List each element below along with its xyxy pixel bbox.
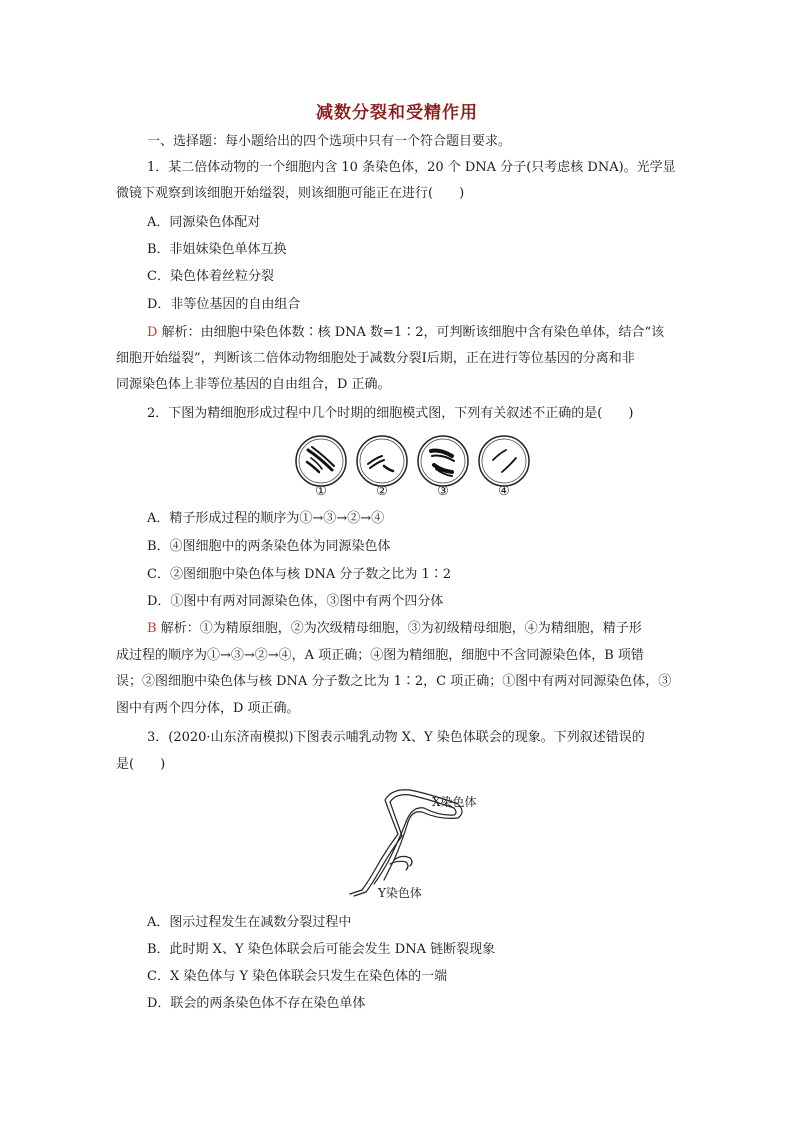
cell-2-diagram	[357, 436, 407, 486]
q1-option-b: B．非姐妹染色单体互换	[147, 242, 287, 257]
figure-label-2: ②	[376, 484, 388, 499]
q2-option-a: A．精子形成过程的顺序为①→③→②→④	[147, 511, 385, 526]
figure-label-1: ①	[315, 484, 327, 499]
q2-option-b: B．④图细胞中的两条染色体为同源染色体	[147, 539, 391, 554]
q2-option-c: C．②图细胞中染色体与核 DNA 分子数之比为 1∶2	[147, 567, 452, 582]
page-title: 减数分裂和受精作用	[316, 103, 478, 123]
q3-option-b: B．此时期 X、Y 染色体联会后可能会发生 DNA 链断裂现象	[147, 942, 496, 957]
q2-analysis-line2: 成过程的顺序为①→③→②→④，A 项正确；④图为精细胞，细胞中不含同源染色体，B 项错	[116, 648, 644, 663]
figure-label-3: ③	[437, 484, 449, 499]
figure-label-4: ④	[498, 484, 510, 499]
q1-stem-line1: 1．某二倍体动物的一个细胞内含 10 条染色体，20 个 DNA 分子(只考虑核 DNA)。光学显	[147, 160, 676, 175]
q2-option-d: D．①图中有两对同源染色体，③图中有两个四分体	[147, 594, 444, 609]
x-chromosome-label: X染色体	[432, 795, 477, 809]
q2-analysis-text: 解析：①为精原细胞，②为次级精母细胞，③为初级精母细胞，④为精细胞，精子形	[160, 621, 642, 636]
q3-stem-line1: 3．(2020·山东济南模拟)下图表示哺乳动物 X、Y 染色体联会的现象。下列叙述错误的	[147, 730, 645, 745]
q1-stem-line2: 微镜下观察到该细胞开始缢裂，则该细胞可能正在进行( )	[116, 186, 465, 201]
q1-option-a: A．同源染色体配对	[147, 215, 261, 230]
y-chromosome-label: Y染色体	[378, 886, 422, 900]
q3-stem-line2: 是( )	[116, 757, 166, 772]
q1-analysis-text: 解析：由细胞中染色体数∶核 DNA 数=1∶2，可判断该细胞中含有染色单体，结合“该	[161, 325, 665, 340]
q3-option-c: C．X 染色体与 Y 染色体联会只发生在染色体的一端	[147, 969, 448, 984]
q1-option-d: D．非等位基因的自由组合	[147, 297, 301, 312]
section-header: 一、选择题：每小题给出的四个选项中只有一个符合题目要求。	[147, 134, 512, 149]
cell-3-diagram	[418, 436, 468, 486]
q2-analysis-line4: 图中有两个四分体，D 项正确。	[116, 701, 300, 716]
cell-1-diagram	[296, 436, 346, 486]
q2-analysis-line3: 误；②图细胞中染色体与核 DNA 分子数之比为 1∶2，C 项正确；①图中有两对同源染色体，③	[116, 674, 672, 689]
q3-option-d: D．联会的两条染色体不存在染色单体	[147, 996, 366, 1011]
q1-analysis-line1	[147, 324, 664, 342]
q1-analysis-line2: 细胞开始缢裂”，判断该二倍体动物细胞处于减数分裂Ⅰ后期，正在进行等位基因的分离和非	[116, 351, 635, 366]
q2-stem: 2．下图为精细胞形成过程中几个时期的细胞模式图，下列有关叙述不正确的是( )	[147, 406, 634, 421]
cell-4-diagram	[479, 436, 529, 486]
q1-option-c: C．染色体着丝粒分裂	[147, 269, 274, 284]
q3-option-a: A．图示过程发生在减数分裂过程中	[147, 915, 352, 930]
q1-answer: D	[147, 325, 158, 340]
q2-analysis-line1	[147, 620, 642, 638]
q1-analysis-line3: 同源染色体上非等位基因的自由组合，D 正确。	[116, 377, 391, 392]
q2-answer: B	[147, 621, 157, 636]
